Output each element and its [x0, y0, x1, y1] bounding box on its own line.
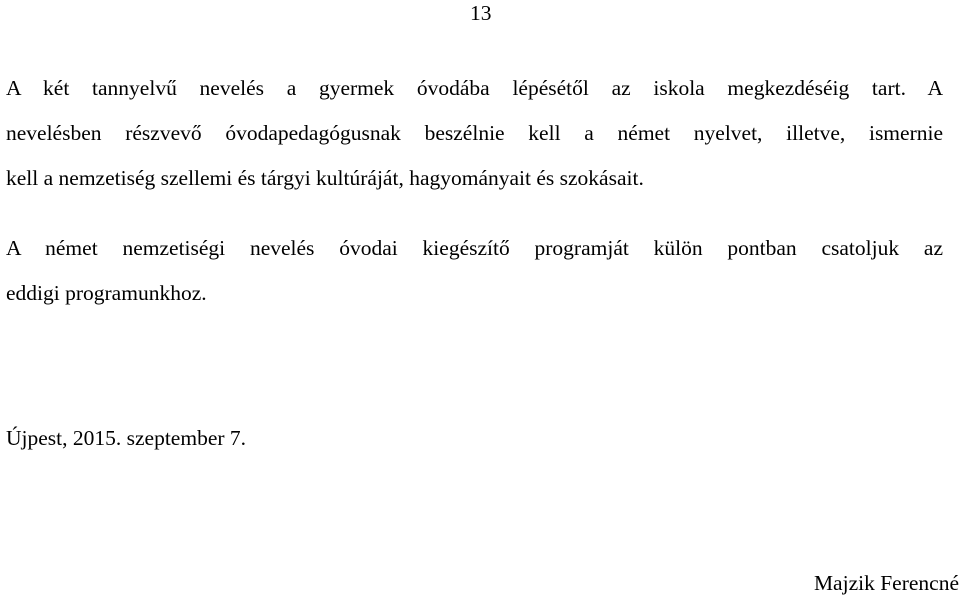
paragraph-line: A német nemzetiségi nevelés óvodai kiegészítő programját külön pontban csatoljuk az [6, 236, 943, 260]
paragraph-line: A két tannyelvű nevelés a gyermek óvodába lépésétől az iskola megkezdéséig tart. A [6, 76, 943, 100]
paragraph-line: kell a nemzetiség szellemi és tárgyi kultúráját, hagyományait és szokásait. [6, 166, 644, 190]
signature-name: Majzik Ferencné [813, 571, 959, 595]
paragraph-line: nevelésben részvevő óvodapedagógusnak beszélnie kell a német nyelvet, illetve, ismernie [6, 121, 943, 145]
paragraph-bilingual-education [6, 66, 943, 201]
page-number: 13 [470, 1, 492, 25]
paragraph-supplementary-program [6, 226, 943, 316]
paragraph-line: eddigi programunkhoz. [6, 281, 207, 305]
place-and-date: Újpest, 2015. szeptember 7. [6, 426, 247, 450]
